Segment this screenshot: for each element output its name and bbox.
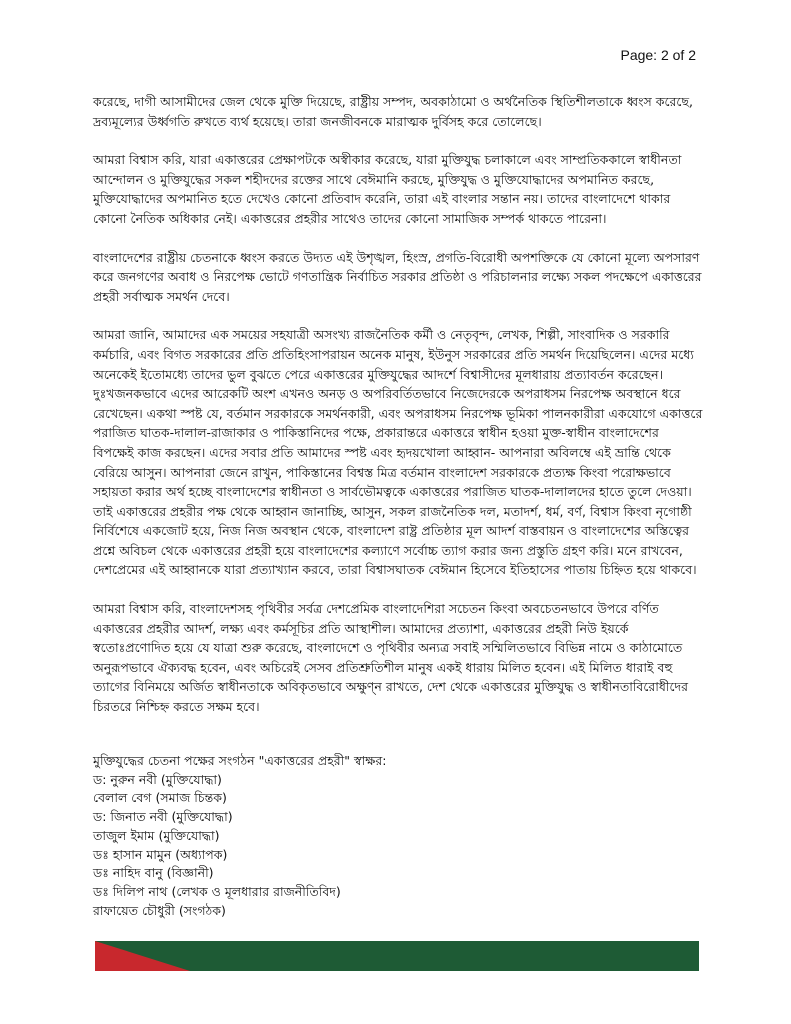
signatory-name: ডঃ হাসান মামুন (অধ্যাপক) [93, 846, 228, 862]
paragraph: আমরা জানি, আমাদের এক সময়ের সহযাত্রী অসংখ্য রাজনৈতিক কর্মী ও নেতৃবৃন্দ, লেখক, শিল্পী, সাংবাদিক ও সরকারি কর্মচারি, এবং বিগত সরকারের প্রতি প্রতিহিংসাপরায়ন অনেক মানুষ, ইউনুস সরকারের প্রতি সমর্থন দিয়েছিলেন। এদের মধ্যে অনেকেই ইতোমধ্যে তাদের ভুল বুঝতে পেরে একাত্তরের মুক্তিযুদ্ধের আদর্শে বিশ্বাসীদের মূলধারায় প্রত্যাবর্তন করেছেন। দুঃখজনকভাবে এদের আরেকটি অংশ এখনও অনড় ও অপরিবর্তিতভাবে নিজেদেরকে অপরাধসম নিরপেক্ষ অবস্থানে ধরে রেখেছেন। একথা স্পষ্ট যে, বর্তমান সরকারকে সমর্থনকারী, এবং অপরাধসম নিরপেক্ষ ভূমিকা পালনকারীরা একযোগে একাত্তরে পরাজিত ঘাতক-দালাল-রাজাকার ও পাকিস্তানিদের পক্ষে, প্রকারান্তরে একাত্তরে স্বাধীন হওয়া মুক্ত-স্বাধীন বাংলাদেশের বিপক্ষেই কাজ করছেন। এদের সবার প্রতি আমাদের স্পষ্ট এবং হৃদয়খোলা আহ্বান- আপনারা অবিলম্বে এই ভ্রান্তি থেকে বেরিয়ে আসুন। আপনারা জেনে রাখুন, পাকিস্তানের বিশ্বস্ত মিত্র বর্তমান বাংলাদেশ সরকারকে প্রত্যক্ষ কিংবা পরোক্ষভাবে সহায়তা করার অর্থ হচ্ছে বাংলাদেশের স্বাধীনতা ও সার্বভৌমত্বকে একাত্তরের পরাজিত ঘাতক-দালালদের হাতে তুলে দেওয়া। তাই একাত্তরের প্রহরীর পক্ষ থেকে আহ্বান জানাচ্ছি, আসুন, সকল রাজনৈতিক দল, মতাদর্শ, ধর্ম, বর্ণ, বিশ্বাস কিংবা নৃগোষ্ঠী নির্বিশেষে একজোট হয়ে, নিজ নিজ অবস্থান থেকে, বাংলাদেশ রাষ্ট্র প্রতিষ্ঠার মূল আদর্শ বাস্তবায়ন ও বাংলাদেশের অস্তিত্বের প্রশ্নে অবিচল থেকে একাত্তরের প্রহরী হয়ে বাংলাদেশের কল্যাণে সর্বোচ্চ ত্যাগ করার জন্য প্রস্তুতি গ্রহণ করি। মনে রাখবেন, দেশপ্রেমের এই আহ্বানকে যারা প্রত্যাখ্যান করবে, তারা বিশ্বাসঘাতক বেঈমান হিসেবে ইতিহাসের পাতায় চিহ্নিত হয়ে থাকবে। [93, 327, 703, 578]
paragraph: আমরা বিশ্বাস করি, যারা একাত্তরের প্রেক্ষাপটকে অস্বীকার করেছে, যারা মুক্তিযুদ্ধ চলাকালে এবং সাম্প্রতিককালে স্বাধীনতা আন্দোলন ও মুক্তিযুদ্ধের সকল শহীদদের রক্তের সাথে বেঈমানি করছে, মুক্তিযুদ্ধ ও মুক্তিযোদ্ধাদের অপমানিত করছে, মুক্তিযোদ্ধাদের অপমানিত হতে দেখেও কোনো প্রতিবাদ করেনি, তারা এই বাংলার সন্তান নয়। তাদের বাংলাদেশে থাকার কোনো নৈতিক অধিকার নেই। একাত্তরের প্রহরীর সাথেও তাদের কোনো সামাজিক সম্পর্ক থাকতে পারেনা। [93, 152, 682, 226]
signatory-name: ড: নুরুন নবী (মুক্তিযোদ্ধা) [93, 771, 222, 787]
signatory-name: তাজুল ইমাম (মুক্তিযোদ্ধা) [93, 827, 220, 843]
page-number: Page: 2 of 2 [620, 47, 696, 63]
signatory-name: বেলাল বেগ (সমাজ চিন্তক) [93, 790, 227, 806]
signatory-name: ডঃ দিলিপ নাথ (লেখক ও মূলধারার রাজনীতিবিদ) [93, 883, 341, 899]
signatory-block [93, 752, 703, 920]
signatory-intro: মুক্তিযুদ্ধের চেতনা পক্ষের সংগঠন "একাত্তরের প্রহরী" স্বাক্ষর: [93, 753, 387, 768]
signatory-name: রাফায়েত চৌধুরী (সংগঠক) [93, 902, 226, 918]
footer-green-band [95, 941, 699, 971]
paragraph: আমরা বিশ্বাস করি, বাংলাদেশসহ পৃথিবীর সর্বত্র দেশপ্রেমিক বাংলাদেশিরা সচেতন কিংবা অবচেতনভাবে উপরে বর্ণিত একাত্তরের প্রহরীর আদর্শ, লক্ষ্য এবং কর্মসূচির প্রতি আস্থাশীল। আমাদের প্রত্যাশা, একাত্তরের প্রহরী নিউ ইয়র্কে স্বতোঃপ্রণোদিত হয়ে যে যাত্রা শুরু করেছে, বাংলাদেশে ও পৃথিবীর অন্যত্র সবাই সম্মিলিতভাবে বিভিন্ন নামে ও কাঠামোতে অনুরূপভাবে ঐক্যবদ্ধ হবেন, এবং অচিরেই সেসব প্রতিশ্রুতিশীল মানুষ একই ধারায় মিলিত হবেন। এই মিলিত ধারাই বহু ত্যাগের বিনিময়ে অর্জিত স্বাধীনতাকে অবিকৃতভাবে অক্ষুণ্ন রাখতে, দেশ থেকে একাত্তরের মুক্তিযুদ্ধ ও স্বাধীনতাবিরোধীদের চিরতরে নিশ্চিহ্ন করতে সক্ষম হবে। [93, 601, 688, 715]
footer-flag-graphic [95, 941, 699, 971]
document-body [93, 92, 703, 717]
signatory-name: ডঃ নাহিদ বানু (বিজ্ঞানী) [93, 865, 214, 881]
paragraph: করেছে, দাগী আসামীদের জেল থেকে মুক্তি দিয়েছে, রাষ্ট্রীয় সম্পদ, অবকাঠামো ও অর্থনৈতিক স্থিতিশীলতাকে ধ্বংস করেছে, দ্রব্যমূল্যের উর্ধ্বগতি রুখতে ব্যর্থ হয়েছে। তারা জনজীবনকে মারাত্মক দুর্বিসহ করে তোলেছে। [93, 94, 694, 129]
footer-band [95, 941, 699, 971]
paragraph: বাংলাদেশের রাষ্ট্রীয় চেতনাকে ধ্বংস করতে উদ্যত এই উশৃঙ্খল, হিংস্র, প্রগতি-বিরোধী অপশক্তিকে যে কোনো মূল্যে অপসারণ করে জনগণের অবাধ ও নিরপেক্ষ ভোটে গণতান্ত্রিক নির্বাচিত সরকার প্রতিষ্ঠা ও পরিচালনার লক্ষ্যে সকল পদক্ষেপে একাত্তরের প্রহরী সর্বাত্মক সমর্থন দেবে। [93, 249, 702, 304]
signatory-name: ড: জিনাত নবী (মুক্তিযোদ্ধা) [93, 809, 233, 825]
